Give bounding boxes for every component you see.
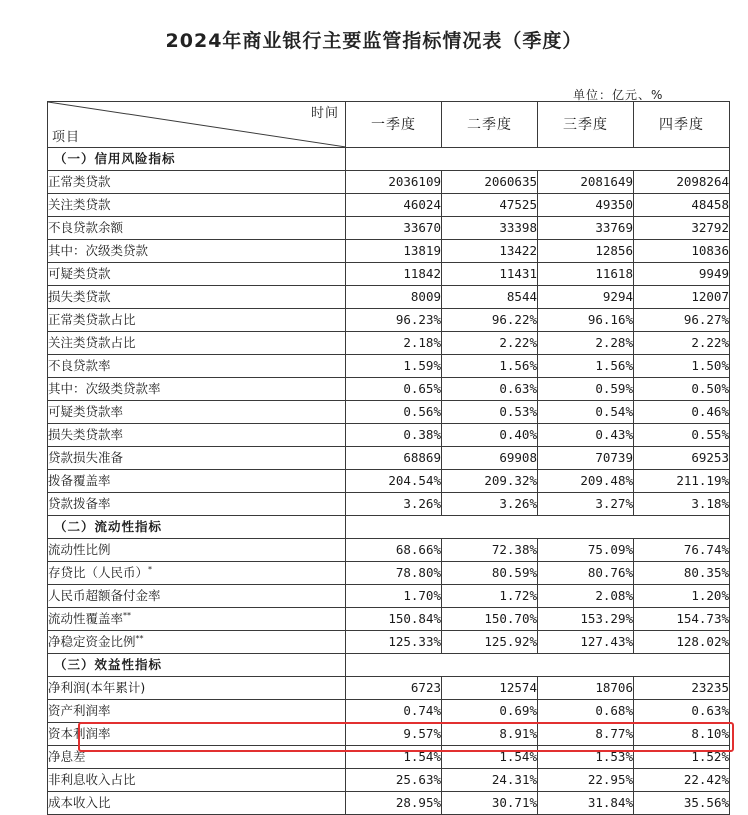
value-cell: 1.70% [346,585,442,608]
row-label-cell [48,562,346,585]
corner-item-label: 项目 [52,130,81,145]
value-cell: 8544 [442,286,538,309]
table-row [48,217,730,240]
table-row [48,194,730,217]
value-cell: 13422 [442,240,538,263]
section-title: （一）信用风险指标 [48,148,346,171]
value-cell: 2.22% [634,332,730,355]
table-row [48,493,730,516]
table-body [48,148,730,815]
value-cell: 96.23% [346,309,442,332]
value-cell: 211.19% [634,470,730,493]
row-label: 资产利润率 [48,703,111,718]
value-cell: 1.59% [346,355,442,378]
row-label-cell [48,585,346,608]
value-cell: 1.54% [346,746,442,769]
row-label-cell [48,378,346,401]
value-cell: 0.46% [634,401,730,424]
value-cell: 6723 [346,677,442,700]
value-cell: 8009 [346,286,442,309]
table-row [48,447,730,470]
value-cell: 125.33% [346,631,442,654]
table-row [48,309,730,332]
table-row [48,240,730,263]
unit-note: 单位：亿元、% [573,88,664,102]
net-interest-margin-highlight [78,722,734,752]
table-row [48,378,730,401]
value-cell: 35.56% [634,792,730,815]
value-cell: 24.31% [442,769,538,792]
value-cell: 3.26% [442,493,538,516]
value-cell: 209.32% [442,470,538,493]
table-row [48,769,730,792]
value-cell: 68.66% [346,539,442,562]
value-cell: 11431 [442,263,538,286]
footnote-mark: ** [135,633,144,643]
value-cell: 8.10% [634,723,730,746]
value-cell: 75.09% [538,539,634,562]
value-cell: 18706 [538,677,634,700]
value-cell: 69908 [442,447,538,470]
value-cell: 1.54% [442,746,538,769]
table-row [48,286,730,309]
value-cell: 46024 [346,194,442,217]
value-cell: 150.84% [346,608,442,631]
corner-header-cell [48,102,346,148]
row-label-cell [48,217,346,240]
value-cell: 0.54% [538,401,634,424]
row-label: 净利润(本年累计) [48,680,146,695]
value-cell: 0.63% [442,378,538,401]
value-cell: 11618 [538,263,634,286]
value-cell: 1.56% [442,355,538,378]
table-row [48,171,730,194]
value-cell: 78.80% [346,562,442,585]
row-label-cell [48,401,346,424]
value-cell: 1.56% [538,355,634,378]
table-row [48,677,730,700]
row-label: 其中：次级类贷款率 [48,381,161,396]
row-label: 关注类贷款 [48,197,111,212]
row-label-cell [48,493,346,516]
table-row [48,562,730,585]
value-cell: 30.71% [442,792,538,815]
row-label-cell [48,263,346,286]
table-row [48,263,730,286]
table-row [48,401,730,424]
header-row [48,102,730,148]
value-cell: 2.08% [538,585,634,608]
value-cell: 96.16% [538,309,634,332]
row-label-cell [48,240,346,263]
value-cell: 72.38% [442,539,538,562]
row-label: 存贷比（人民币） [48,565,149,580]
value-cell: 3.27% [538,493,634,516]
row-label: 可疑类贷款 [48,266,111,281]
quarter-header-q2: 二季度 [442,102,538,148]
value-cell: 1.53% [538,746,634,769]
value-cell: 8.77% [538,723,634,746]
diagonal-line [48,102,346,147]
value-cell: 96.27% [634,309,730,332]
value-cell: 0.43% [538,424,634,447]
value-cell: 0.38% [346,424,442,447]
value-cell: 48458 [634,194,730,217]
corner-time-label: 时间 [310,106,339,121]
value-cell: 76.74% [634,539,730,562]
value-cell: 22.42% [634,769,730,792]
value-cell: 2098264 [634,171,730,194]
value-cell: 154.73% [634,608,730,631]
row-label: 不良贷款余额 [48,220,124,235]
quarter-header-q4: 四季度 [634,102,730,148]
value-cell: 9949 [634,263,730,286]
section-row [48,516,730,539]
row-label: 净稳定资金比例 [48,634,136,649]
value-cell: 0.55% [634,424,730,447]
row-label: 非利息收入占比 [48,772,136,787]
row-label: 关注类贷款占比 [48,335,136,350]
footnote-mark: ** [123,610,132,620]
value-cell: 80.76% [538,562,634,585]
row-label-cell [48,608,346,631]
row-label-cell [48,470,346,493]
row-label-cell [48,631,346,654]
section-title: （三）效益性指标 [48,654,346,677]
value-cell: 49350 [538,194,634,217]
value-cell: 33398 [442,217,538,240]
row-label: 流动性覆盖率 [48,611,124,626]
value-cell: 12574 [442,677,538,700]
value-cell: 3.18% [634,493,730,516]
row-label: 净息差 [48,749,86,764]
row-label-cell [48,171,346,194]
row-label-cell [48,355,346,378]
value-cell: 204.54% [346,470,442,493]
table-row [48,424,730,447]
value-cell: 1.20% [634,585,730,608]
indicator-table [47,101,730,815]
row-label: 其中：次级类贷款 [48,243,149,258]
value-cell: 11842 [346,263,442,286]
section-empty-cell [346,654,730,677]
row-label-cell [48,677,346,700]
table-row [48,608,730,631]
table-row [48,539,730,562]
row-label-cell [48,700,346,723]
row-label: 成本收入比 [48,795,111,810]
table-row [48,700,730,723]
value-cell: 13819 [346,240,442,263]
value-cell: 150.70% [442,608,538,631]
value-cell: 32792 [634,217,730,240]
value-cell: 0.65% [346,378,442,401]
value-cell: 0.59% [538,378,634,401]
value-cell: 2081649 [538,171,634,194]
value-cell: 8.91% [442,723,538,746]
row-label: 贷款拨备率 [48,496,111,511]
value-cell: 12856 [538,240,634,263]
value-cell: 47525 [442,194,538,217]
value-cell: 2060635 [442,171,538,194]
section-empty-cell [346,148,730,171]
section-row [48,148,730,171]
table-row [48,355,730,378]
row-label: 正常类贷款占比 [48,312,136,327]
quarter-header-q1: 一季度 [346,102,442,148]
value-cell: 10836 [634,240,730,263]
row-label-cell [48,447,346,470]
value-cell: 127.43% [538,631,634,654]
value-cell: 23235 [634,677,730,700]
value-cell: 1.72% [442,585,538,608]
value-cell: 2.28% [538,332,634,355]
value-cell: 2036109 [346,171,442,194]
value-cell: 0.74% [346,700,442,723]
row-label: 损失类贷款 [48,289,111,304]
row-label: 贷款损失准备 [48,450,124,465]
row-label: 资本利润率 [48,726,111,741]
value-cell: 0.69% [442,700,538,723]
value-cell: 0.56% [346,401,442,424]
row-label: 可疑类贷款率 [48,404,124,419]
table-row [48,631,730,654]
row-label-cell [48,332,346,355]
value-cell: 9294 [538,286,634,309]
value-cell: 33670 [346,217,442,240]
value-cell: 80.35% [634,562,730,585]
value-cell: 3.26% [346,493,442,516]
value-cell: 31.84% [538,792,634,815]
row-label-cell [48,539,346,562]
row-label-cell [48,194,346,217]
row-label: 不良贷款率 [48,358,111,373]
value-cell: 209.48% [538,470,634,493]
value-cell: 33769 [538,217,634,240]
row-label: 正常类贷款 [48,174,111,189]
value-cell: 128.02% [634,631,730,654]
page-title: 2024年商业银行主要监管指标情况表（季度） [165,30,583,52]
footnote-mark: * [148,564,153,574]
value-cell: 0.50% [634,378,730,401]
row-label-cell [48,309,346,332]
value-cell: 22.95% [538,769,634,792]
value-cell: 0.63% [634,700,730,723]
value-cell: 2.22% [442,332,538,355]
value-cell: 0.40% [442,424,538,447]
value-cell: 12007 [634,286,730,309]
section-title: （二）流动性指标 [48,516,346,539]
value-cell: 68869 [346,447,442,470]
section-row [48,654,730,677]
value-cell: 1.50% [634,355,730,378]
value-cell: 70739 [538,447,634,470]
value-cell: 153.29% [538,608,634,631]
row-label: 人民币超额备付金率 [48,588,161,603]
row-label-cell [48,424,346,447]
table-row [48,470,730,493]
row-label-cell [48,769,346,792]
value-cell: 125.92% [442,631,538,654]
value-cell: 28.95% [346,792,442,815]
row-label: 拨备覆盖率 [48,473,111,488]
value-cell: 1.52% [634,746,730,769]
value-cell: 0.68% [538,700,634,723]
value-cell: 80.59% [442,562,538,585]
table-row [48,332,730,355]
value-cell: 69253 [634,447,730,470]
table-row [48,585,730,608]
row-label: 流动性比例 [48,542,111,557]
value-cell: 25.63% [346,769,442,792]
value-cell: 2.18% [346,332,442,355]
value-cell: 9.57% [346,723,442,746]
row-label-cell [48,286,346,309]
section-empty-cell [346,516,730,539]
row-label: 损失类贷款率 [48,427,124,442]
value-cell: 0.53% [442,401,538,424]
value-cell: 96.22% [442,309,538,332]
quarter-header-q3: 三季度 [538,102,634,148]
